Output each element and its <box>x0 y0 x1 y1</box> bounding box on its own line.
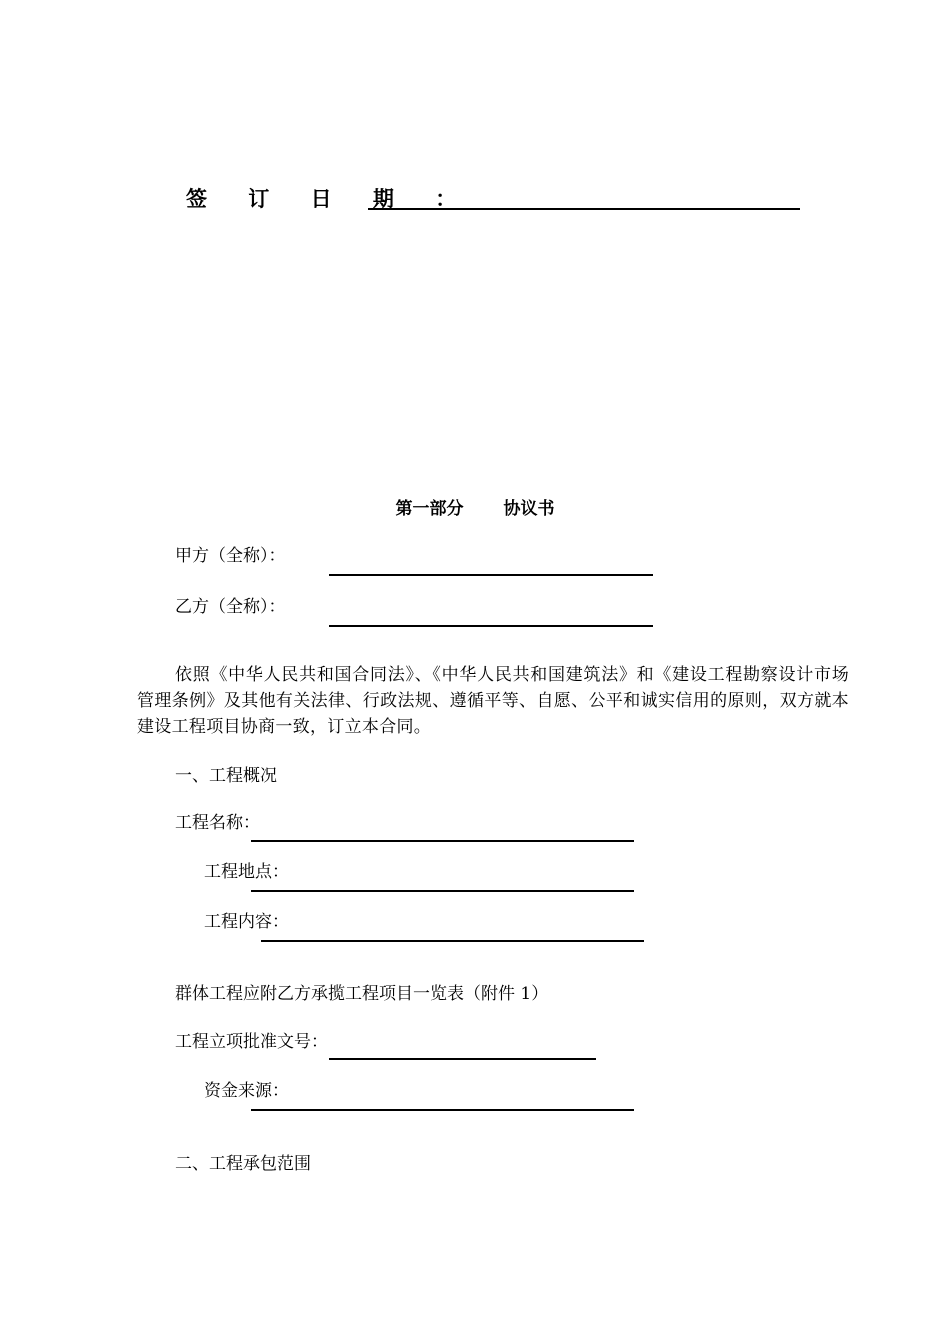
project-location-label: 工程地点： <box>204 862 289 882</box>
project-location-field[interactable] <box>251 890 634 892</box>
party-a-field[interactable] <box>329 574 653 576</box>
section-2-heading: 二、工程承包范围 <box>175 1154 311 1174</box>
party-b-label: 乙方（全称）： <box>175 597 286 617</box>
intro-paragraph: 依照《中华人民共和国合同法》、《中华人民共和国建筑法》和《建设工程勘察设计市场管理条例》及其他有关法律、行政法规、遵循平等、自愿、公平和诚实信用的原则，双方就本建设工程项目协商一致，订立本合同。 <box>137 665 849 737</box>
signing-date-label: 签 订 日 期 ： <box>186 186 474 211</box>
party-a-label: 甲方（全称）： <box>175 546 286 566</box>
project-name-field[interactable] <box>251 840 634 842</box>
funding-source-field[interactable] <box>251 1109 634 1111</box>
funding-source-label: 资金来源： <box>204 1081 289 1101</box>
section-1-heading: 一、工程概况 <box>175 766 277 786</box>
signing-date-field[interactable] <box>368 208 800 210</box>
part-title <box>0 494 950 519</box>
part-title-number: 第一部分 <box>395 499 464 519</box>
project-name-label: 工程名称： <box>175 813 260 833</box>
party-b-field[interactable] <box>329 625 653 627</box>
approval-number-label: 工程立项批准文号： <box>175 1032 328 1052</box>
project-content-field[interactable] <box>261 940 644 942</box>
part-title-name: 协议书 <box>503 499 555 519</box>
approval-number-field[interactable] <box>329 1058 596 1060</box>
project-content-label: 工程内容： <box>204 912 289 932</box>
group-project-note: 群体工程应附乙方承揽工程项目一览表（附件 1） <box>175 984 549 1004</box>
